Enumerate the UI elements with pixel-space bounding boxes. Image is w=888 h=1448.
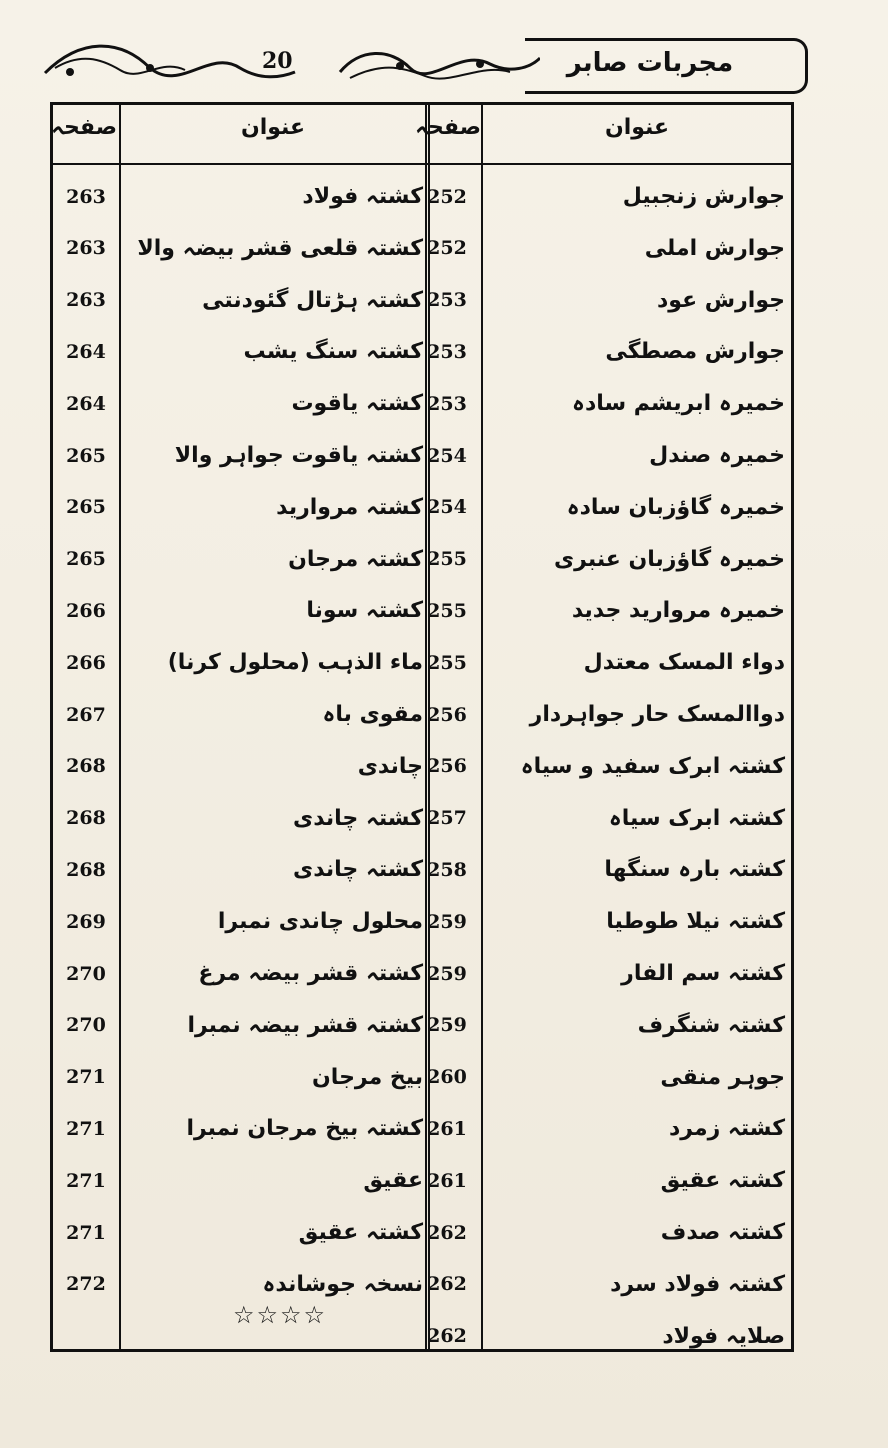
left-entry-page: 272 [66,1273,106,1296]
left-entry-title: چاندی [357,753,423,779]
left-entry-title: کشتہ چاندی [293,857,423,883]
left-page-header: صفحہ [51,115,117,140]
table-row [53,378,791,429]
table-row [53,741,791,792]
table-row [53,1155,791,1206]
right-entry-page: 262 [427,1273,467,1296]
left-entry-page: 267 [66,703,106,726]
table-row [53,171,791,222]
left-entry-page: 266 [66,651,106,674]
left-entry-title: محلول چاندی نمبرا [217,909,423,935]
right-entry-page: 255 [427,599,467,622]
table-row [53,534,791,585]
left-entry-page: 263 [66,237,106,260]
right-entry-page: 255 [427,651,467,674]
left-entry-page: 265 [66,548,106,571]
table-row [53,326,791,377]
right-entry-page: 252 [427,185,467,208]
right-entry-title: خمیرہ ابریشم سادہ [572,391,785,417]
table-row [53,793,791,844]
left-entry-page: 265 [66,444,106,467]
right-page-header: صفحہ [415,115,481,140]
right-entry-page: 257 [427,807,467,830]
left-entry-title: کشتہ مرجان [288,546,423,572]
right-entry-title: جوارش مصطگی [605,339,785,365]
left-entry-title: عقیق [363,1168,423,1194]
right-entry-title: جوارش زنجبیل [622,184,785,209]
left-entry-title: مقوی باہ [322,702,423,727]
table-row [53,1311,791,1362]
right-entry-title: کشتہ ابرک سیاہ [608,805,785,831]
left-entry-title: کشتہ سنگ یشب [243,339,423,365]
left-entry-title: کشتہ فولاد [302,184,423,209]
right-entry-title: کشتہ عقیق [660,1168,785,1194]
right-title-header: عنوان [604,115,670,140]
left-entry-page: 269 [66,910,106,933]
table-row [53,482,791,533]
right-entry-page: 262 [427,1325,467,1348]
left-entry-title: کشتہ یاقوت جواہر والا [174,443,423,468]
contents-table [50,102,794,1352]
right-entry-title: خمیرہ گاؤزبان عنبری [553,546,785,572]
left-entry-page: 271 [66,1169,106,1192]
table-row [53,844,791,895]
right-entry-page: 259 [427,962,467,985]
left-entry-title: کشتہ قلعی قشر بیضہ والا [137,235,423,261]
left-entry-title: کشتہ مروارید [276,494,423,520]
left-entry-title: کشتہ بیخ مرجان نمبرا [186,1116,423,1142]
right-entry-page: 258 [427,858,467,881]
right-entry-title: خمیرہ صندل [649,443,785,468]
left-entry-title: کشتہ سونا [306,598,423,624]
right-entry-page: 256 [427,703,467,726]
right-entry-page: 255 [427,548,467,571]
table-row [53,1259,791,1310]
right-entry-title: دواء المسک معتدل [583,650,785,676]
left-entry-title: بیخ مرجان [312,1064,423,1090]
left-entry-page: 268 [66,807,106,830]
right-entry-title: جوارش املی [644,235,785,261]
right-entry-page: 252 [427,237,467,260]
right-entry-title: جوہر منقی [660,1064,785,1090]
left-entry-page: 263 [66,289,106,312]
table-row [53,1000,791,1051]
right-entry-page: 262 [427,1221,467,1244]
left-entry-page: 271 [66,1221,106,1244]
right-entry-page: 261 [427,1169,467,1192]
right-entry-title: کشتہ نیلا طوطیا [606,909,785,935]
header-divider [53,163,791,165]
book-title: مجربات صابر [566,48,734,78]
right-entry-title: دواالمسک حار جواہردار [529,702,785,727]
right-entry-title: کشتہ زمرد [669,1116,785,1142]
right-entry-page: 259 [427,1014,467,1037]
right-entry-page: 261 [427,1117,467,1140]
right-entry-page: 256 [427,755,467,778]
left-entry-title: کشتہ یاقوت [291,391,423,417]
left-title-header: عنوان [240,115,306,140]
left-entry-title: کشتہ قشر بیضہ نمبرا [187,1012,423,1038]
left-entry-page: 263 [66,185,106,208]
table-row [53,896,791,947]
right-entry-page: 254 [427,444,467,467]
right-entry-page: 253 [427,289,467,312]
table-row [53,223,791,274]
right-entry-title: کشتہ سم الفار [621,961,785,986]
left-entry-page: 265 [66,496,106,519]
left-entry-title: نسخہ جوشاندہ [262,1271,423,1297]
right-entry-title: خمیرہ مروارید جدید [571,598,785,624]
left-entry-page: 264 [66,340,106,363]
right-entry-page: 259 [427,910,467,933]
table-row [53,585,791,636]
left-entry-page: 271 [66,1066,106,1089]
left-entry-page: 268 [66,755,106,778]
right-entry-page: 253 [427,340,467,363]
left-entry-title: کشتہ چاندی [293,805,423,831]
right-entry-title: صلایہ فولاد [662,1323,785,1349]
table-row [53,689,791,740]
left-entry-page: 268 [66,858,106,881]
table-row [53,637,791,688]
left-entry-page: 264 [66,392,106,415]
right-entry-title: کشتہ شنگرف [637,1012,785,1038]
table-row [53,948,791,999]
table-row [53,1103,791,1154]
left-entry-page: 271 [66,1117,106,1140]
page-number: 20 [262,48,293,74]
left-entry-title: کشتہ ہڑتال گئودنتی [202,287,423,313]
right-entry-title: کشتہ فولاد سرد [610,1271,785,1297]
right-entry-title: کشتہ صدف [660,1220,785,1245]
left-entry-title: کشتہ قشر بیضہ مرغ [198,961,423,986]
table-row [53,1052,791,1103]
left-entry-page: 266 [66,599,106,622]
right-entry-page: 254 [427,496,467,519]
table-row [53,1207,791,1258]
left-entry-title: کشتہ عقیق [298,1220,423,1245]
right-entry-title: جوارش عود [657,287,785,313]
right-entry-title: کشتہ بارہ سنگھا [604,857,785,883]
table-row [53,430,791,481]
left-entry-page: 270 [66,962,106,985]
left-entry-title: ماء الذہب (محلول کرنا) [167,650,423,676]
right-entry-title: خمیرہ گاؤزبان سادہ [566,494,785,520]
left-entry-page: 270 [66,1014,106,1037]
right-entry-page: 260 [427,1066,467,1089]
right-entry-title: کشتہ ابرک سفید و سیاہ [520,753,785,779]
end-mark: ☆☆☆☆ [233,1301,328,1329]
right-entry-page: 253 [427,392,467,415]
table-row [53,275,791,326]
